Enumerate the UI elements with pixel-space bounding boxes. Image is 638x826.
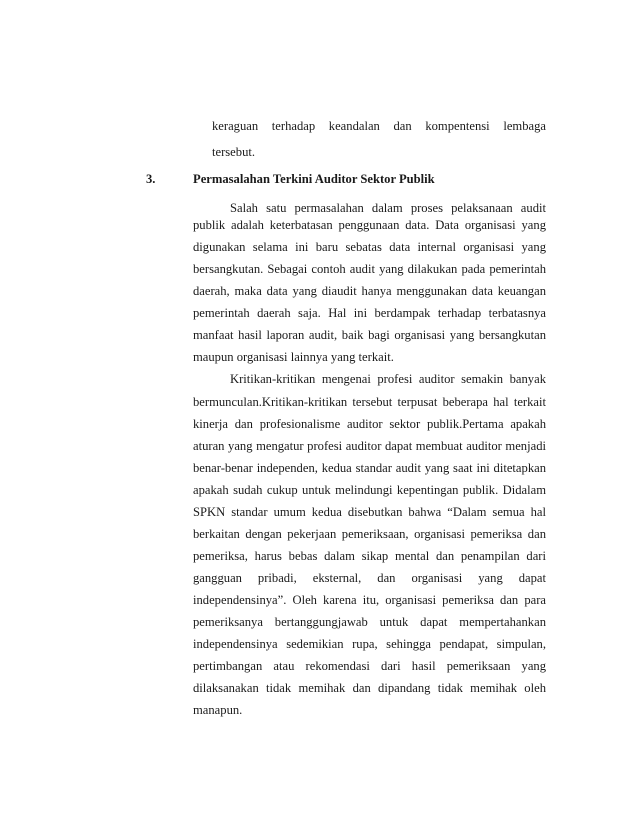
paragraph2-line: gangguan pribadi, eksternal, dan organisasi yang dapat: [193, 571, 546, 585]
paragraph2-line: manapun.: [193, 703, 243, 717]
paragraph2-line: independensinya”. Oleh karena itu, organisasi pemeriksa dan para: [193, 593, 546, 607]
paragraph2-line: aturan yang mengatur profesi auditor dapat membuat auditor menjadi: [193, 439, 546, 453]
paragraph1-line: maupun organisasi lainnya yang terkait.: [193, 350, 394, 364]
paragraph2-line: berkaitan dengan pekerjaan pemeriksaan, organisasi pemeriksa dan: [193, 527, 546, 541]
section-number: 3.: [146, 172, 156, 186]
paragraph2-line: pemeriksanya bertanggungjawab untuk dapat mempertahankan: [193, 615, 546, 629]
paragraph1-line: manfaat hasil laporan audit, baik bagi organisasi yang bersangkutan: [193, 328, 546, 342]
paragraph2-line: benar-benar independen, kedua standar audit yang saat ini ditetapkan: [193, 461, 546, 475]
section-title: Permasalahan Terkini Auditor Sektor Publik: [193, 172, 435, 186]
paragraph2-line: kinerja dan profesionalisme auditor sektor publik.Pertama apakah: [193, 417, 546, 431]
paragraph2-line: Kritikan-kritikan mengenai profesi auditor semakin banyak: [230, 372, 546, 386]
paragraph1-line: pemerintah daerah saja. Hal ini berdampak terhadap terbatasnya: [193, 306, 546, 320]
paragraph1-line: digunakan selama ini baru sebatas data internal organisasi yang: [193, 240, 546, 254]
paragraph2-line: bermunculan.Kritikan-kritikan tersebut terpusat beberapa hal terkait: [193, 395, 546, 409]
paragraph2-line: pertimbangan atau rekomendasi dari hasil pemeriksaan yang: [193, 659, 546, 673]
paragraph2-line: SPKN standar umum kedua disebutkan bahwa “Dalam semua hal: [193, 505, 546, 519]
paragraph2-line: independensinya sedemikian rupa, sehingga pendapat, simpulan,: [193, 637, 546, 651]
intro-line-1: keraguan terhadap keandalan dan kompentensi lembaga: [212, 119, 546, 133]
paragraph2-line: dilaksanakan tidak memihak dan dipandang tidak memihak oleh: [193, 681, 546, 695]
paragraph1-line: publik adalah keterbatasan penggunaan data. Data organisasi yang: [193, 218, 546, 232]
paragraph2-line: apakah sudah cukup untuk melindungi kepentingan publik. Didalam: [193, 483, 546, 497]
paragraph1-line: Salah satu permasalahan dalam proses pelaksanaan audit: [230, 201, 546, 215]
paragraph2-line: pemeriksa, harus bebas dalam sikap mental dan penampilan dari: [193, 549, 546, 563]
paragraph1-line: bersangkutan. Sebagai contoh audit yang dilakukan pada pemerintah: [193, 262, 546, 276]
intro-line-2: tersebut.: [212, 145, 256, 159]
paragraph1-line: daerah, maka data yang diaudit hanya menggunakan data keuangan: [193, 284, 546, 298]
